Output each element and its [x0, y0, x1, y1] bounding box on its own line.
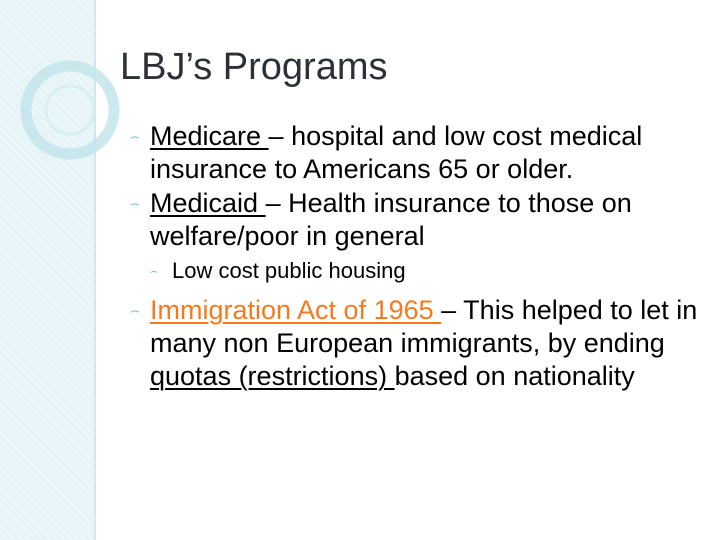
slide-title: LBJ’s Programs — [120, 46, 388, 88]
bullet-item-medicare — [130, 120, 705, 186]
term-medicare: Medicare — [150, 121, 269, 151]
bullet-icon: ⌢ — [130, 195, 140, 212]
slide-content — [130, 120, 705, 393]
sub-bullet-housing — [130, 256, 705, 286]
medicaid-description: – Health insurance to those on welfare/poor in general — [150, 188, 632, 251]
term-immigration-act: Immigration Act of 1965 — [150, 295, 442, 325]
immigration-description-end: based on nationality — [394, 361, 635, 391]
term-medicaid: Medicaid — [150, 188, 266, 218]
bullet-icon: ⌢ — [130, 302, 140, 319]
housing-text: Low cost public housing — [172, 258, 406, 283]
immigration-description: – This helped to let in many non European immigrants, by ending — [150, 295, 698, 358]
bullet-icon: ⌢ — [150, 264, 158, 278]
bullet-icon: ⌢ — [130, 128, 140, 145]
bullet-item-immigration-act — [130, 294, 705, 393]
medicare-description: – hospital and low cost medical insurance to Americans 65 or older. — [150, 121, 643, 184]
bullet-item-medicaid — [130, 187, 705, 253]
quotas-restrictions-text: quotas (restrictions) — [150, 361, 395, 391]
